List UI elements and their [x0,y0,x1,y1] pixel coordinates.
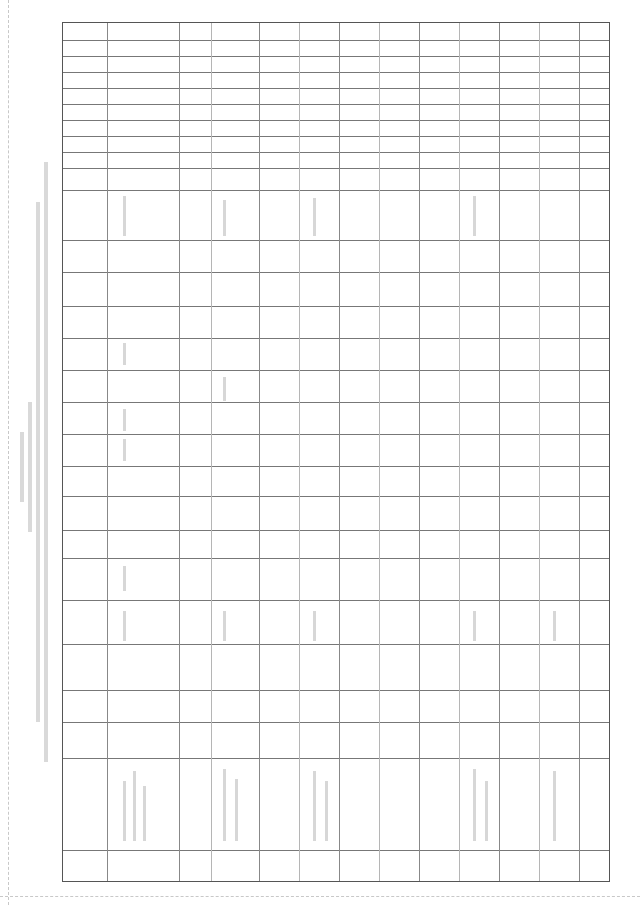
table-column-divider [63,40,609,41]
table-row-divider [299,23,300,881]
table-column-divider [63,88,609,89]
table-column-divider [63,850,609,851]
table-cell-text [553,611,556,641]
table-column-divider [63,120,609,121]
table-cell-text [223,377,226,401]
document-header [20,22,52,882]
table-column-divider [63,240,609,241]
table-cell-text [123,566,126,591]
table-row-divider [539,23,540,881]
table-column-divider [63,190,609,191]
document-description-line [36,202,40,722]
table-column-divider [63,338,609,339]
table-column-divider [63,168,609,169]
table-column-divider [63,690,609,691]
table-row-divider [339,23,340,881]
table-column-divider [63,722,609,723]
table-cell-text [123,409,126,431]
table-column-divider [63,152,609,153]
table-column-divider [63,530,609,531]
table-row-divider [179,23,180,881]
table-cell-text [473,196,476,236]
table-cell-text [473,769,476,841]
document-subtitle [28,402,32,532]
table-cell-text [223,769,226,841]
table-cell-text [223,611,226,641]
data-table [62,22,610,882]
table-column-divider [63,644,609,645]
table-row-divider [211,23,212,881]
table-cell-text [223,200,226,236]
table-column-divider [63,758,609,759]
table-column-divider [63,136,609,137]
table-column-divider [63,402,609,403]
table-row-divider [579,23,580,881]
table-cell-text [123,611,126,641]
rotated-document [20,22,620,882]
table-cell-text [313,771,316,841]
table-cell-text [123,781,126,841]
table-column-divider [63,434,609,435]
table-row-divider [459,23,460,881]
table-cell-text [313,611,316,641]
table-row-divider [419,23,420,881]
document-title [20,432,24,502]
table-cell-text [313,198,316,236]
table-header-divider [107,23,108,881]
table-column-divider [63,104,609,105]
table-column-divider [63,56,609,57]
table-column-divider [63,496,609,497]
table-cell-text [473,611,476,641]
table-column-divider [63,370,609,371]
table-row-divider [499,23,500,881]
document-description-line [44,162,48,762]
table-column-divider [63,72,609,73]
table-cell-text [123,196,126,236]
table-cell-text [133,771,136,841]
table-cell-text [325,781,328,841]
table-cell-text [485,781,488,841]
table-column-divider [63,558,609,559]
table-cell-text [143,786,146,841]
table-cell-text [553,771,556,841]
table-column-divider [63,466,609,467]
table-column-divider [63,306,609,307]
table-row-divider [379,23,380,881]
table-cell-text [235,779,238,841]
approval-block [0,22,12,222]
table-column-divider [63,600,609,601]
table-cell-text [123,439,126,461]
table-cell-text [123,343,126,365]
table-column-divider [63,272,609,273]
table-row-divider [259,23,260,881]
